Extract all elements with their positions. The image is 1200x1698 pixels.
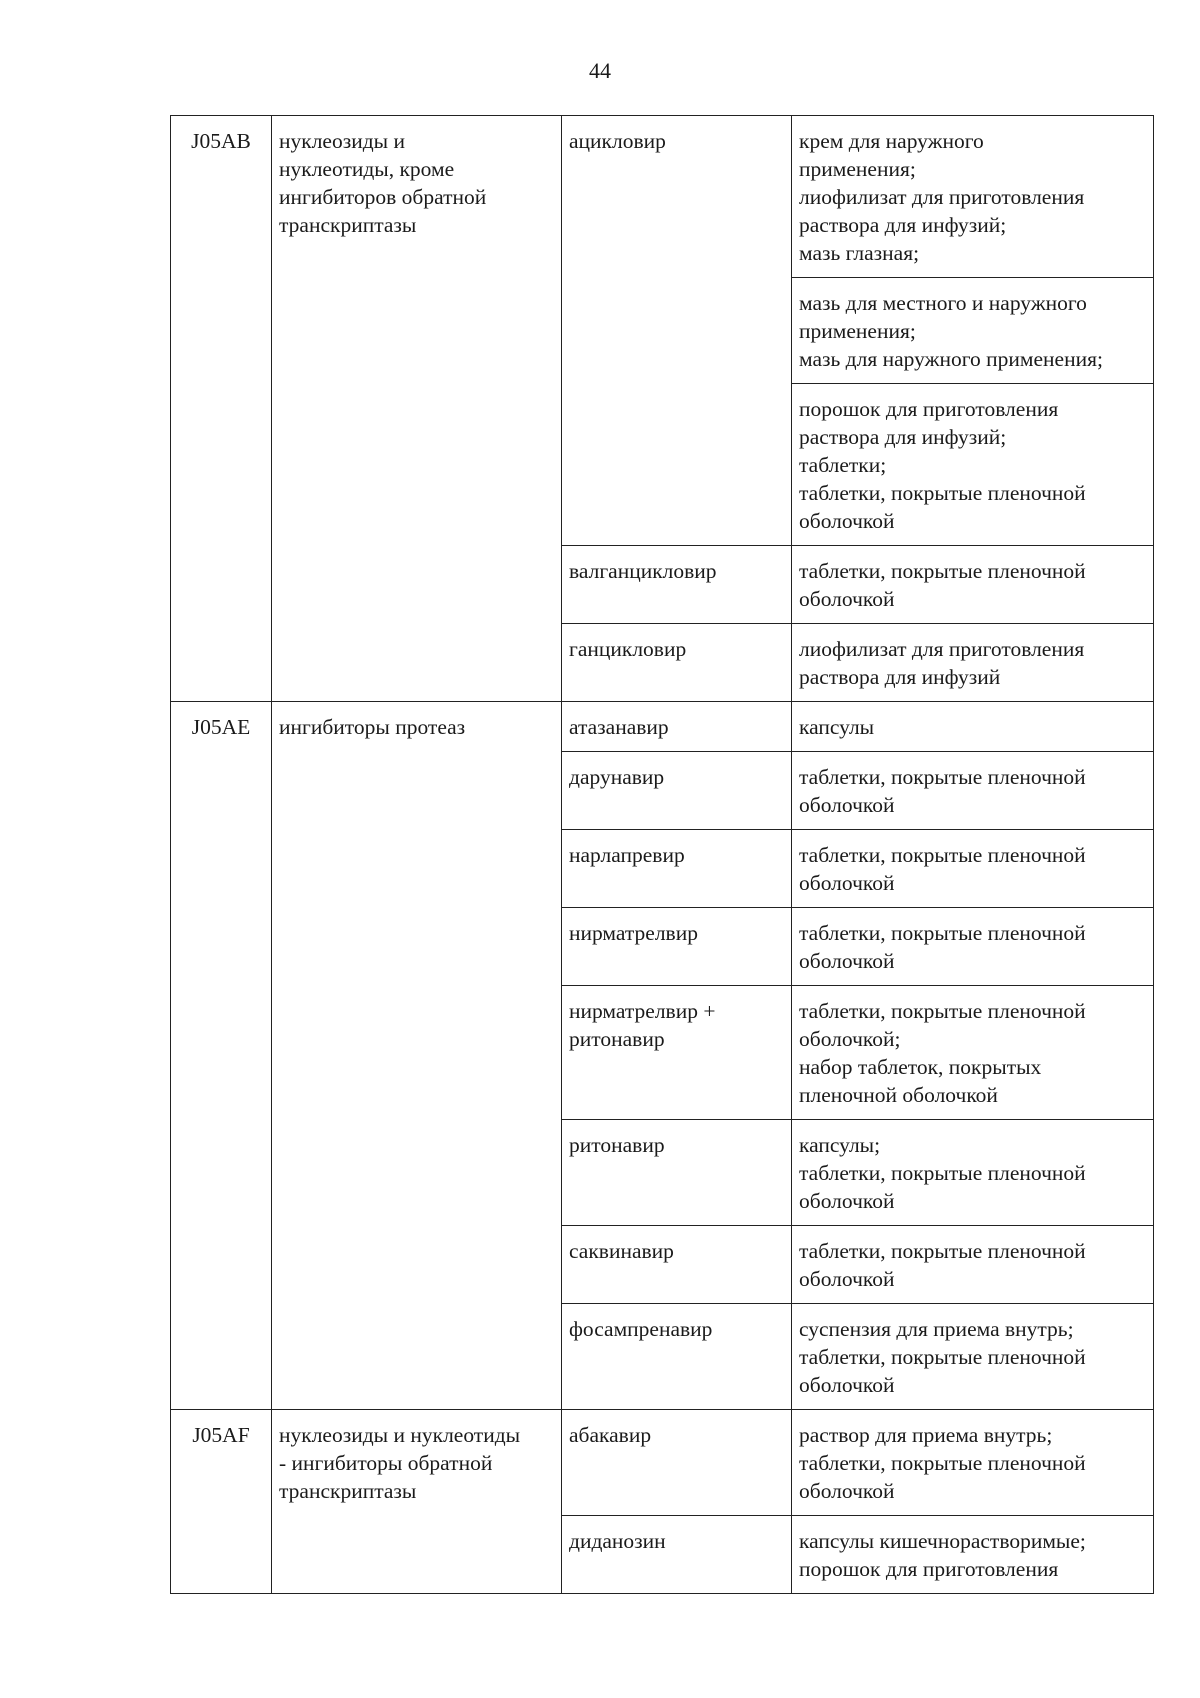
dosage-forms: мазь для местного и наружного применения; мазь для наружного применения; — [792, 278, 1154, 384]
drug-name: дарунавир — [562, 752, 792, 830]
dosage-forms: таблетки, покрытые пленочной оболочкой — [792, 752, 1154, 830]
drug-name: саквинавир — [562, 1226, 792, 1304]
dosage-forms: лиофилизат для приготовления раствора для инфузий — [792, 624, 1154, 702]
atc-code: J05AE — [171, 702, 272, 1410]
atc-code: J05AB — [171, 116, 272, 702]
drug-name: абакавир — [562, 1410, 792, 1516]
dosage-forms: капсулы — [792, 702, 1154, 752]
dosage-forms: таблетки, покрытые пленочной оболочкой — [792, 908, 1154, 986]
atc-code: J05AF — [171, 1410, 272, 1594]
group-name: нуклеозиды и нуклеотиды, кроме ингибиторов обратной транскриптазы — [272, 116, 562, 702]
table-row — [171, 116, 1154, 278]
drug-table — [170, 115, 1154, 1594]
drug-name: атазанавир — [562, 702, 792, 752]
drug-name: фосампренавир — [562, 1304, 792, 1410]
drug-name: диданозин — [562, 1516, 792, 1594]
drug-name: валганцикловир — [562, 546, 792, 624]
drug-name: ритонавир — [562, 1120, 792, 1226]
drug-name: нирматрелвир + ритонавир — [562, 986, 792, 1120]
drug-name: ганцикловир — [562, 624, 792, 702]
dosage-forms: таблетки, покрытые пленочной оболочкой — [792, 546, 1154, 624]
table-row — [171, 1410, 1154, 1516]
dosage-forms: порошок для приготовления раствора для инфузий; таблетки; таблетки, покрытые пленочной оболочкой — [792, 384, 1154, 546]
dosage-forms: раствор для приема внутрь; таблетки, покрытые пленочной оболочкой — [792, 1410, 1154, 1516]
group-name: нуклеозиды и нуклеотиды - ингибиторы обратной транскриптазы — [272, 1410, 562, 1594]
dosage-forms: таблетки, покрытые пленочной оболочкой — [792, 830, 1154, 908]
page-number: 44 — [589, 58, 611, 83]
dosage-forms: крем для наружного применения; лиофилизат для приготовления раствора для инфузий; мазь глазная; — [792, 116, 1154, 278]
dosage-forms: таблетки, покрытые пленочной оболочкой — [792, 1226, 1154, 1304]
dosage-forms: капсулы кишечнорастворимые; порошок для приготовления — [792, 1516, 1154, 1594]
drug-name: нирматрелвир — [562, 908, 792, 986]
dosage-forms: таблетки, покрытые пленочной оболочкой; набор таблеток, покрытых пленочной оболочкой — [792, 986, 1154, 1120]
group-name: ингибиторы протеаз — [272, 702, 562, 1410]
dosage-forms: капсулы; таблетки, покрытые пленочной оболочкой — [792, 1120, 1154, 1226]
table-row — [171, 702, 1154, 752]
drug-name: ацикловир — [562, 116, 792, 546]
dosage-forms: суспензия для приема внутрь; таблетки, покрытые пленочной оболочкой — [792, 1304, 1154, 1410]
drug-name: нарлапревир — [562, 830, 792, 908]
